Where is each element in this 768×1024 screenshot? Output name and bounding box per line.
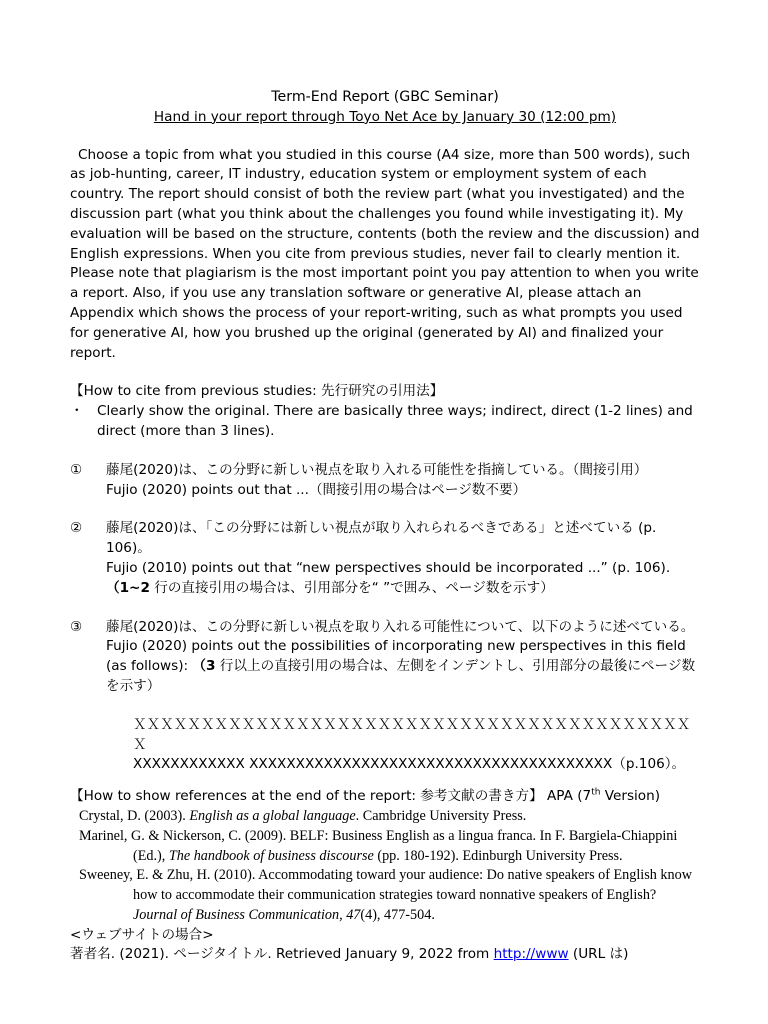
ref-2-title: The handbook of business discourse [168,847,374,864]
bullet-mark: ・ [70,403,84,420]
reference-crystal [70,807,700,827]
ref-2-publisher: (pp. 180-192). Edinburgh University Press. [373,847,623,864]
example-1-number: ① [70,461,83,478]
bullet-text: Clearly show the original. There are basically three ways; indirect, direct (1-2 lines) and direct (more than 3 lines). [97,403,693,439]
example-2-note [106,579,700,599]
references-heading-sup: th [591,787,601,798]
ref-1-title: English as a global language [189,807,356,824]
reference-marinel [70,827,700,867]
example-1-japanese: 藤尾(2020)は、この分野に新しい視点を取り入れる可能性を指摘している。（間接引用） [106,461,648,478]
page-subtitle: Hand in your report through Toyo Net Ace by January 30 (12:00 pm) [153,108,617,125]
ref-2-authors: Marinel, G. & Nickerson, C. (2009). BELF: Business English as a lingua franca. In F. Bargiela-Chiappini (Ed.), [79,827,678,864]
example-3-number: ③ [70,618,83,635]
references-heading-post: Version) [600,788,661,805]
ref-1-authors: Crystal, D. (2003). [79,807,190,824]
example-3-bold: （3 [192,658,216,675]
example-3-english-2 [106,657,700,697]
website-reference-post: (URL は) [568,946,629,963]
example-2 [70,519,700,598]
example-3-post: 行以上の直接引用の場合は、左側をインデントし、引用部分の最後にページ数を示す） [106,658,696,694]
example-3-english-1: Fujio (2020) points out the possibilities of incorporating new perspectives in this field [106,638,686,655]
website-reference [70,945,700,965]
example-2-note-text: 行の直接引用の場合は、引用部分を“ ”で囲み、ページ数を示す） [149,579,554,596]
website-reference-text: 著者名. (2021). ページタイトル. Retrieved January 9, 2022 from [70,946,494,963]
ref-3-journal: Journal of Business Communication, 47 [133,906,361,923]
references-heading [70,787,700,807]
ref-3-pages: (4), 477-504. [360,906,435,923]
intro-paragraph: Choose a topic from what you studied in this course (A4 size, more than 500 words), such as job-hunting, career, IT industry, education system or employment system of each country. The report should consist of both the review part (what you investigated) and the discussion part (what you think about the challenges you found while investigating it). My evaluation will be based on the structure, contents (both the review and the discussion) and English expressions. When you cite from previous studies, never fail to clearly mention it. Please note that plagiarism is the most important point you pay attention to when you write a report. Also, if you use any translation software or generative AI, please attach an Appendix which shows the process of your report-writing, such as what prompts you used for generative AI, how you brushed up the original (generated by AI) and finalized your report. [70,146,700,361]
reference-sweeney [70,866,700,925]
cite-bullet [70,402,700,442]
ref-3-authors: Sweeney, E. & Zhu, H. (2010). Accommodating toward your audience: Do native speakers of English know how to accommodate their communication strategies toward nonnative speakers of English? [79,867,692,904]
example-2-number: ② [70,520,83,537]
block-quote-english: XXXXXXXXXXXX XXXXXXXXXXXXXXXXXXXXXXXXXXXXXXXXXXXXXXX（p.106）。 [133,756,686,773]
example-2-note-bold: （1~2 [106,579,150,596]
example-1-english: Fujio (2020) points out that ...（間接引用の場合はページ数不要） [106,481,527,498]
website-link[interactable]: http://www [493,946,569,963]
example-3-japanese: 藤尾(2020)は、この分野に新しい視点を取り入れる可能性について、以下のように述べている。 [106,618,695,635]
block-quote [70,716,700,775]
example-1 [70,461,700,501]
example-3 [70,618,700,697]
cite-heading: 【How to cite from previous studies: 先行研究の引用法】 [70,383,444,400]
example-2-japanese: 藤尾(2020)は、「この分野には新しい視点が取り入れられるべきである」と述べている (p. 106)。 [106,520,657,557]
page-title: Term-End Report (GBC Seminar) [271,89,499,105]
block-quote-japanese: ＸＸＸＸＸＸＸＸＸＸＸＸＸＸＸＸＸＸＸＸＸＸＸＸＸＸＸＸＸＸＸＸＸＸＸＸＸＸＸＸＸＸ [133,716,691,753]
references-heading-pre: 【How to show references at the end of the report: 参考文献の書き方】 APA (7 [70,788,592,805]
ref-1-publisher: . Cambridge University Press. [355,807,527,824]
website-label: <ウェブサイトの場合> [70,926,214,943]
document-page [70,88,700,965]
reference-list [70,807,700,926]
example-2-english: Fujio (2010) points out that “new perspectives should be incorporated ...” (p. 106). [106,559,671,576]
example-3-pre: (as follows): [106,658,193,675]
